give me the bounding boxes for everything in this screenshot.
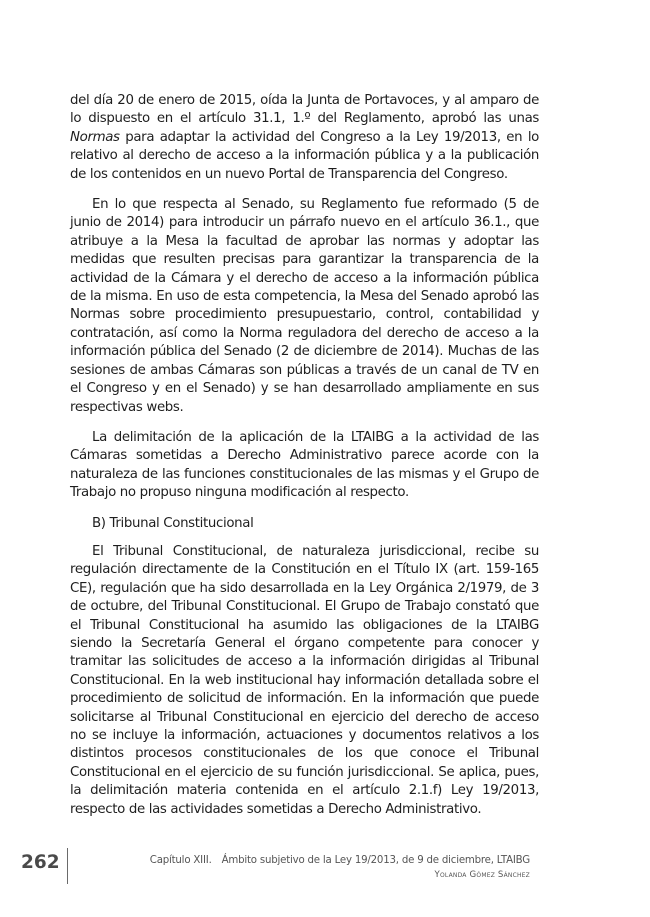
section-heading: B) Tribunal Constitucional	[92, 515, 254, 531]
body-text	[70, 92, 539, 819]
normas-italic: Normas	[70, 129, 120, 145]
paragraph-1	[70, 92, 539, 184]
footer-author: Yolanda Gómez Sánchez	[434, 870, 530, 880]
chapter-label: Capítulo XIII.	[149, 855, 212, 866]
footer-divider	[67, 848, 68, 884]
chapter-title: Ámbito subjetivo de la Ley 19/2013, de 9 de diciembre, LTAIBG	[221, 855, 530, 866]
paragraph-3: La delimitación de la aplicación de la LTAIBG a la actividad de las Cámaras sometidas a Derecho Administrativo parece acorde con la naturaleza de las funciones constitucionales de las mismas y el Grupo de Trabajo no propuso ninguna modificación al respecto.	[70, 429, 539, 501]
footer-chapter	[150, 855, 530, 866]
paragraph-4: El Tribunal Constitucional, de naturaleza jurisdiccional, recibe su regulación directamente de la Constitución en el Título IX (art. 159-165 CE), regulación que ha sido desarrollada en la Ley Orgánica 2/1979, de 3 de octubre, del Tribunal Constitucional. El Grupo de Trabajo constató que el Tribunal Constitucional ha asumido las obligaciones de la LTAIBG siendo la Secretaría General el órgano competente para conocer y tramitar las solicitudes de acceso a la información dirigidas al Tribunal Constitucional. En la web institucional hay información detallada sobre el procedimiento de solicitud de información. En la información que puede solicitarse al Tribunal Constitucional en ejercicio del derecho de acceso no se incluye la información, actuaciones y documentos relativos a los distintos procesos constitucionales de los que conoce el Tribunal Constitucional en el ejercicio de su función jurisdiccional. Se aplica, pues, la delimitación materia contenida en el artículo 2.1.f) Ley 19/2013, respecto de las actividades sometidas a Derecho Administrativo.	[70, 543, 539, 817]
page-number: 262	[21, 852, 60, 873]
paragraph-1-end: para adaptar la actividad del Congreso a la Ley 19/2013, en lo relativo al derecho de acceso a la información pública y a la publicación de los contenidos en un nuevo Portal de Transparencia del Congreso.	[70, 129, 539, 182]
paragraph-2: En lo que respecta al Senado, su Reglamento fue reformado (5 de junio de 2014) para introducir un párrafo nuevo en el artículo 36.1., que atribuye a la Mesa la facultad de aprobar las normas y adoptar las medidas que resulten precisas para garantizar la transparencia de la actividad de la Cámara y el derecho de acceso a la información pública de la misma. En uso de esta competencia, la Mesa del Senado aprobó las Normas sobre procedimiento presupuestario, control, contabilidad y contratación, así como la Norma reguladora del derecho de acceso a la información pública del Senado (2 de diciembre de 2014). Muchas de las sesiones de ambas Cámaras son públicas a través de un canal de TV en el Congreso y en el Senado) y se han desarrollado ampliamente en sus respectivas webs.	[70, 197, 539, 415]
paragraph-1-start: del día 20 de enero de 2015, oída la Junta de Portavoces, y al amparo de lo dispuesto en el artículo 31.1, 1.º del Reglamento, aprobó las unas	[70, 93, 539, 127]
